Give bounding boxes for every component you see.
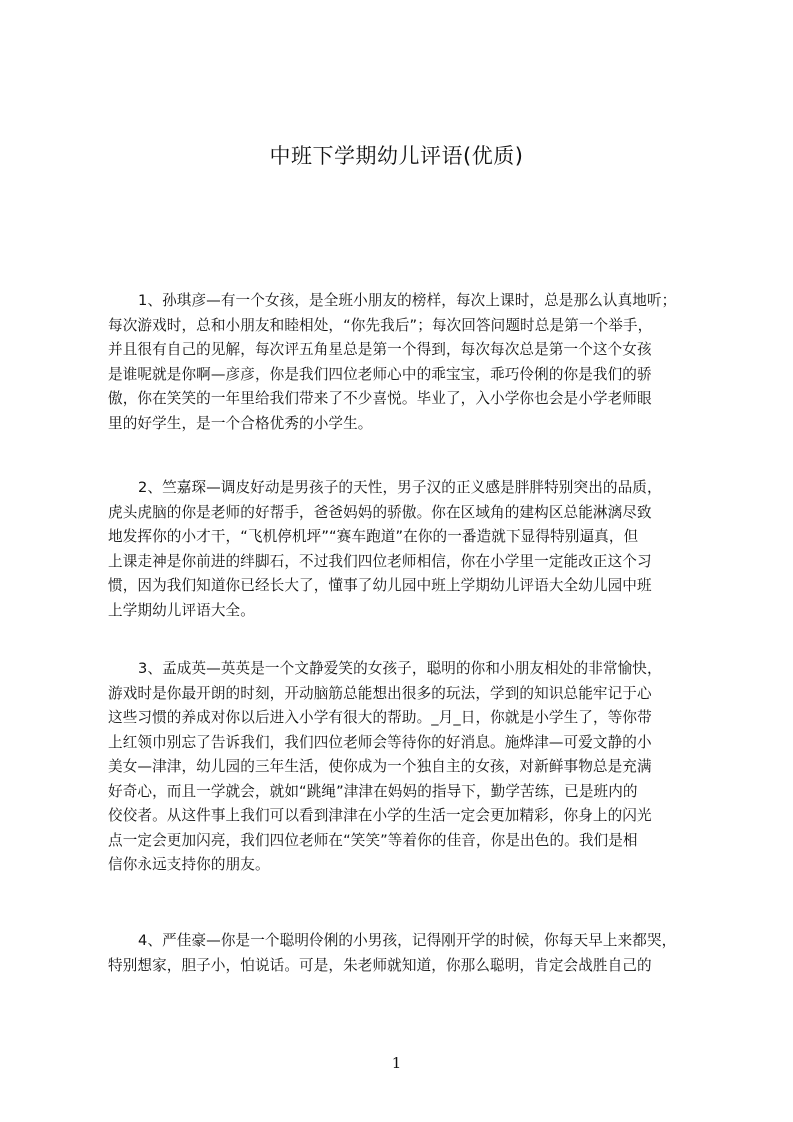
paragraph-line: 惯，因为我们知道你已经长大了，懂事了幼儿园中班上学期幼儿评语大全幼儿园中班 <box>108 577 652 594</box>
paragraph-line: 佼佼者。从这件事上我们可以看到津津在小学的生活一定会更加精彩，你身上的闪光 <box>108 807 652 824</box>
paragraph-line: 傲，你在笑笑的一年里给我们带来了不少喜悦。毕业了，入小学你也会是小学老师眼 <box>108 390 652 407</box>
paragraph-line: 每次游戏时，总和小朋友和睦相处，“你先我后”；每次回答问题时总是第一个举手， <box>108 316 653 334</box>
paragraph-3 <box>108 657 698 878</box>
paragraph-4 <box>108 929 698 978</box>
paragraph-line: 点一定会更加闪亮，我们四位老师在“笑笑”等着你的佳音，你是出色的。我们是相 <box>108 831 638 849</box>
paragraph-line: 里的好学生，是一个合格优秀的小学生。 <box>108 414 373 432</box>
paragraph-1 <box>108 289 698 436</box>
paragraph-line: 游戏时是你最开朗的时刻，开动脑筋总能想出很多的玩法，学到的知识总能牢记于心 <box>108 684 652 702</box>
paragraph-line: 虎头虎脑的你是老师的好帮手，爸爸妈妈的骄傲。你在区域角的建构区总能淋漓尽致 <box>108 503 652 521</box>
paragraph-line: 美女—津津，幼儿园的三年生活，使你成为一个独自主的女孩，对新鲜事物总是充满 <box>108 758 652 775</box>
paragraph-line: 是谁呢就是你啊—彦彦，你是我们四位老师心中的乖宝宝，乖巧伶俐的你是我们的骄 <box>108 365 652 383</box>
document-title: 中班下学期幼儿评语(优质) <box>269 144 524 168</box>
paragraph-line: 上红领巾别忘了告诉我们，我们四位老师会等待你的好消息。施烨津—可爱文静的小 <box>108 733 652 751</box>
paragraph-line: 这些习惯的养成对你以后进入小学有很大的帮助。_月_日，你就是小学生了，等你带 <box>108 709 652 726</box>
paragraph-line: 上学期幼儿评语大全。 <box>108 601 255 619</box>
paragraph-line: 4、严佳豪—你是一个聪明伶俐的小男孩，记得刚开学的时候，你每天早上来都哭， <box>138 932 677 949</box>
paragraph-line: 3、孟成英—英英是一个文静爱笑的女孩子，聪明的你和小朋友相处的非常愉快， <box>138 660 662 677</box>
paragraph-line: 地发挥你的小才干，“飞机停机坪”“赛车跑道”在你的一番造就下显得特别逼真，但 <box>108 528 639 545</box>
paragraph-line: 1、孙琪彦—有一个女孩，是全班小朋友的榜样，每次上课时，总是那么认真地听； <box>138 292 677 309</box>
paragraph-line: 特别想家，胆子小，怕说话。可是，朱老师就知道，你那么聪明，肯定会战胜自己的 <box>108 956 652 974</box>
paragraph-line: 2、竺嘉琛—调皮好动是男孩子的天性，男子汉的正义感是胖胖特别突出的品质， <box>138 479 662 496</box>
paragraph-line: 好奇心，而且一学就会，就如“跳绳”津津在妈妈的指导下，勤学苦练，已是班内的 <box>108 782 638 800</box>
paragraph-line: 并且很有自己的见解，每次评五角星总是第一个得到，每次每次总是第一个这个女孩 <box>108 341 652 358</box>
page-number: 1 <box>391 1054 402 1072</box>
paragraph-2 <box>108 476 698 623</box>
paragraph-line: 信你永远支持你的朋友。 <box>108 856 270 873</box>
paragraph-line: 上课走神是你前进的绊脚石，不过我们四位老师相信，你在小学里一定能改正这个习 <box>108 552 652 570</box>
